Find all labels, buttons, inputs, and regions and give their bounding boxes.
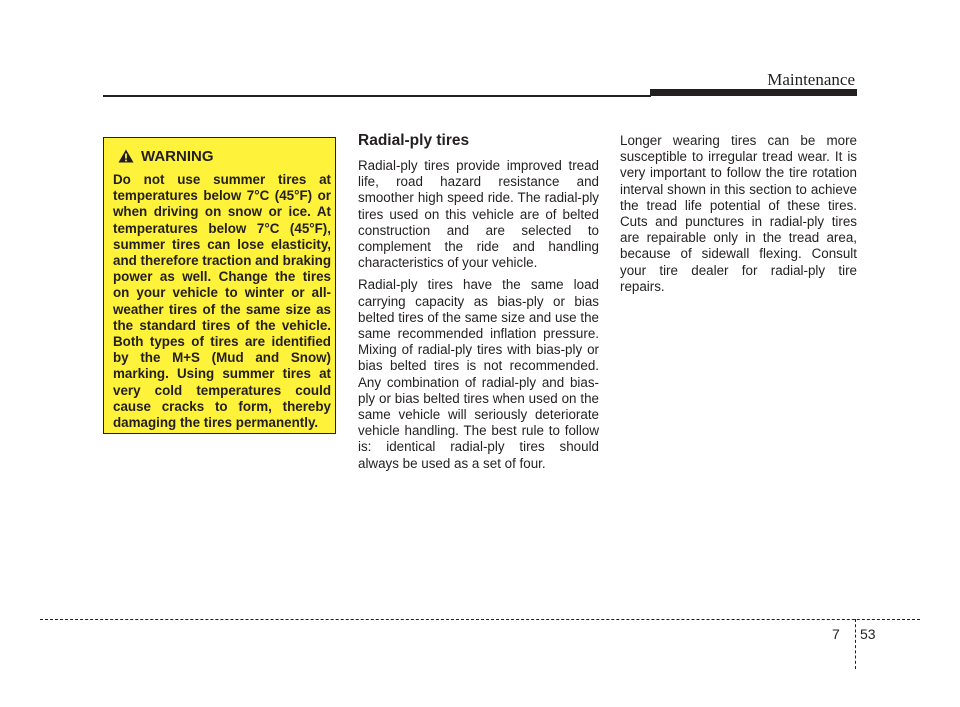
footer-divider	[855, 619, 856, 669]
section-heading: Radial-ply tires	[358, 132, 470, 149]
footer-rule	[40, 619, 920, 620]
warning-box	[103, 137, 336, 434]
paragraph-3: Longer wearing tires can be more susceptible to irregular tread wear. It is very important to follow the tire rotation interval shown in this section to achieve the tread life potential of these tires. Cuts and punctures in radial-ply tires are repairable only in the tread area, because of sidewall flexing. Consult your tire dealer for radial-ply tire repairs.	[620, 133, 857, 294]
header-rule-thick	[650, 89, 857, 96]
warning-title: WARNING	[141, 147, 214, 165]
header-rule-thin	[103, 95, 651, 97]
paragraph-2: Radial-ply tires have the same load carrying capacity as bias-ply or bias belted tires of the same size and use the same recommended inflation pressure. Mixing of radial-ply tires with bias-ply or bias belted tires is not recommended. Any combination of radial-ply and bias-ply or bias belted tires when used on the same vehicle will seriously deteriorate vehicle handling. The best rule to follow is: identical radial-ply tires should always be used as a set of four.	[358, 277, 599, 471]
warning-text: Do not use summer tires at temperatures below 7°C (45°F) or when driving on snow or ice. At temperatures below 7°C (45°F), summer tires can lose elasticity, and therefore traction and braking power as well. Change the tires on your vehicle to winter or all-weather tires of the same size as the standard tires of the vehicle. Both types of tires are identified by the M+S (Mud and Snow) marking. Using summer tires at very cold temperatures could cause cracks to form, thereby damaging the tires permanently.	[113, 172, 332, 431]
warning-header	[113, 146, 331, 166]
paragraph-1: Radial-ply tires provide improved tread life, road hazard resistance and smoother high speed ride. The radial-ply tires used on this vehicle are of belted construction and are selected to complement the ride and handling characteristics of your vehicle.	[358, 158, 599, 271]
right-column	[620, 133, 857, 301]
middle-column	[358, 132, 599, 478]
section-title: Maintenance	[767, 70, 855, 89]
page-number: 53	[860, 626, 876, 642]
warning-triangle-icon	[118, 149, 134, 163]
chapter-number: 7	[832, 626, 840, 642]
